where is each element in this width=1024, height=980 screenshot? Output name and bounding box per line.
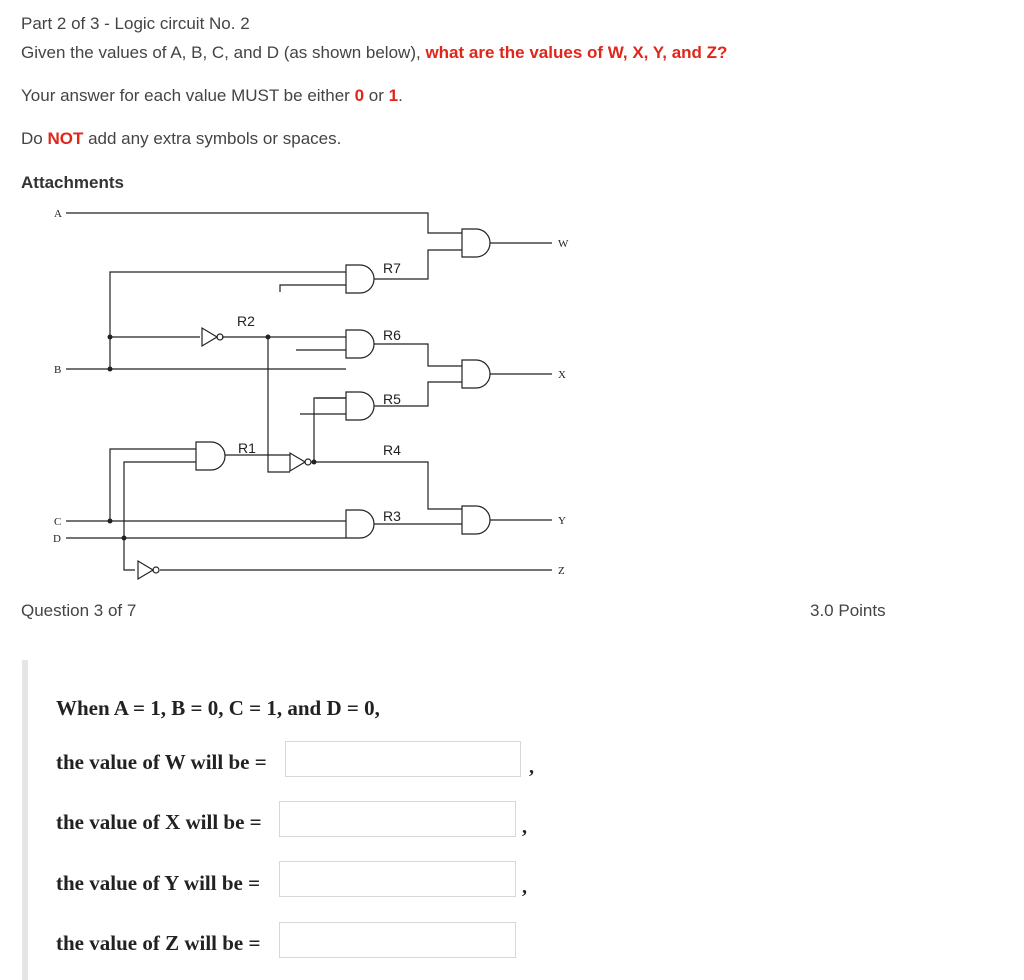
gate-label-r5: R5	[383, 391, 401, 407]
attachments-label: Attachments	[21, 173, 124, 192]
gate-label-r2: R2	[237, 313, 255, 329]
x-prompt: the value of X will be =	[56, 810, 262, 834]
gate-label-r4: R4	[383, 442, 401, 458]
prompt-question: what are the values of W, X, Y, and Z?	[425, 43, 728, 62]
prompt-line	[21, 43, 727, 63]
output-label-x: X	[558, 369, 566, 381]
question-number: Question 3 of 7	[21, 601, 137, 620]
note-start: Do	[21, 129, 43, 148]
y-suffix: ,	[522, 876, 527, 898]
rule-start: Your answer for each value MUST be either	[21, 86, 350, 105]
w-prompt: the value of W will be =	[56, 750, 267, 774]
w-answer-input[interactable]	[285, 741, 521, 777]
question-points: 3.0 Points	[810, 601, 886, 620]
x-suffix: ,	[522, 816, 527, 838]
z-prompt: the value of Z will be =	[56, 931, 261, 955]
gate-label-r3: R3	[383, 508, 401, 524]
z-answer-input[interactable]	[279, 922, 516, 958]
input-label-b: B	[54, 364, 62, 376]
gate-label-r6: R6	[383, 327, 401, 343]
output-label-z: Z	[558, 565, 565, 577]
question-condition: When A = 1, B = 0, C = 1, and D = 0,	[56, 696, 380, 720]
rule-line	[21, 86, 403, 106]
prompt-start: Given the values of A, B, C, and D (as shown below),	[21, 43, 421, 62]
rule-or: or	[368, 86, 384, 105]
w-suffix: ,	[529, 756, 534, 778]
logic-circuit-diagram	[0, 200, 600, 585]
rule-one: 1	[388, 86, 399, 105]
rule-zero: 0	[354, 86, 365, 105]
note-end: add any extra symbols or spaces.	[88, 129, 342, 148]
part-title: Part 2 of 3 - Logic circuit No. 2	[21, 14, 250, 33]
note-line	[21, 129, 341, 149]
y-prompt: the value of Y will be =	[56, 871, 261, 895]
input-label-d: D	[53, 533, 61, 545]
y-answer-input[interactable]	[279, 861, 516, 897]
gate-label-r1: R1	[238, 440, 256, 456]
output-label-y: Y	[558, 515, 566, 527]
x-answer-input[interactable]	[279, 801, 516, 837]
input-label-c: C	[54, 516, 62, 528]
rule-end: .	[398, 86, 403, 105]
output-label-w: W	[558, 238, 569, 250]
gate-label-r7: R7	[383, 260, 401, 276]
input-label-a: A	[54, 208, 62, 220]
note-not: NOT	[47, 129, 84, 148]
